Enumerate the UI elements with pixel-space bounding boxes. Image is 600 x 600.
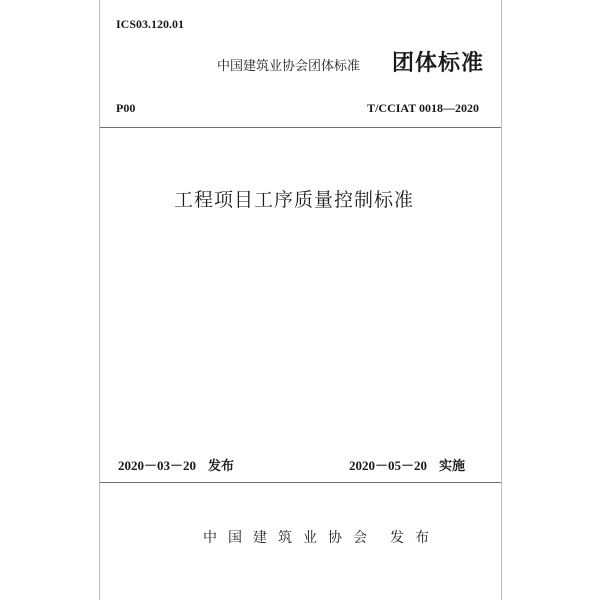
- issue-date-block: [118, 455, 234, 474]
- standard-number: T/CCIAT 0018—2020: [367, 101, 479, 115]
- standard-type-label: 团体标准: [392, 51, 485, 76]
- issue-date: 2020－03－20: [118, 458, 197, 473]
- ics-code: ICS03.120.01: [116, 17, 185, 31]
- organization-line: 中国建筑业协会团体标准: [217, 59, 361, 74]
- top-divider: [100, 127, 501, 128]
- implement-label: 实施: [439, 459, 466, 474]
- standard-cover: [99, 0, 502, 600]
- issue-label: 发布: [208, 459, 235, 474]
- implement-date: 2020－05－20: [349, 458, 428, 473]
- publisher-line: [203, 527, 440, 547]
- document-title: 工程项目工序质量控制标准: [174, 189, 415, 211]
- implement-date-block: [349, 455, 465, 474]
- publisher-name: 中国建筑业协会: [203, 530, 378, 546]
- classification-code: P00: [116, 101, 136, 115]
- publish-label: 发布: [390, 530, 440, 546]
- bottom-divider: [100, 482, 501, 483]
